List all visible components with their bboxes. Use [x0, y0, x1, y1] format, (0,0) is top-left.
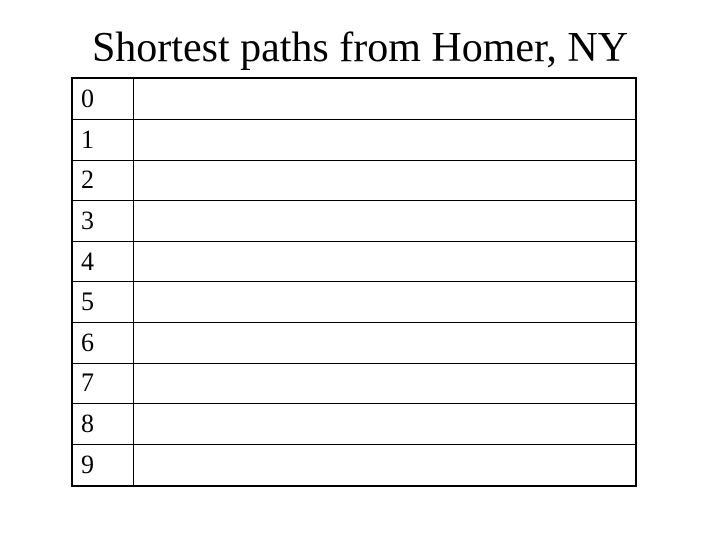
row-index: 7 [73, 363, 133, 404]
table-row [73, 120, 635, 161]
row-index: 1 [73, 120, 133, 161]
row-value-cell [133, 404, 635, 445]
table-row [73, 444, 635, 485]
row-index: 6 [73, 323, 133, 364]
row-value-cell [133, 323, 635, 364]
row-value-cell [133, 160, 635, 201]
table-row [73, 363, 635, 404]
row-value-cell [133, 282, 635, 323]
distance-table [73, 79, 635, 485]
row-index: 9 [73, 444, 133, 485]
row-index: 3 [73, 201, 133, 242]
row-index: 5 [73, 282, 133, 323]
row-value-cell [133, 363, 635, 404]
table-row [73, 323, 635, 364]
table-row [73, 241, 635, 282]
row-value-cell [133, 444, 635, 485]
distance-table-body [73, 79, 635, 485]
row-value-cell [133, 241, 635, 282]
row-value-cell [133, 120, 635, 161]
distance-table-frame [71, 77, 637, 487]
table-row [73, 201, 635, 242]
table-row [73, 160, 635, 201]
row-index: 4 [73, 241, 133, 282]
row-value-cell [133, 201, 635, 242]
slide-title: Shortest paths from Homer, NY [91, 25, 629, 71]
row-index: 8 [73, 404, 133, 445]
table-row [73, 79, 635, 120]
table-row [73, 282, 635, 323]
table-row [73, 404, 635, 445]
row-value-cell [133, 79, 635, 120]
row-index: 0 [73, 79, 133, 120]
row-index: 2 [73, 160, 133, 201]
